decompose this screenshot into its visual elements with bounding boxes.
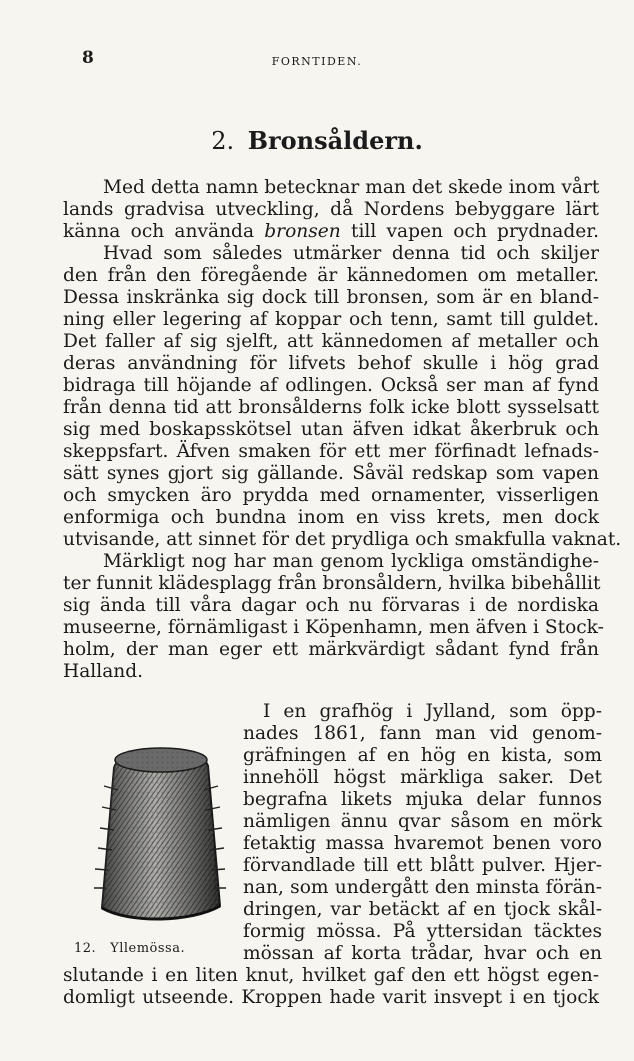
body-line: Märkligt nog har man genom lyckliga omständighe- (103, 551, 599, 572)
wrap-line: mössan af korta trådar, hvar och en (243, 943, 602, 964)
wrap-line: fetaktig massa hvaremot benen voro (243, 833, 602, 854)
running-head: FORNTIDEN. (271, 55, 363, 68)
wrap-line: formig mössa. På yttersidan täcktes (243, 921, 602, 942)
body-line: ning eller legering af koppar och tenn, samt till guldet. (63, 309, 599, 330)
body-line: Halland. (63, 661, 144, 682)
body-line: lands gradvisa utveckling, då Nordens bebyggare lärt (63, 199, 599, 220)
body-line: Det faller af sig sjelft, att kännedomen af metaller och (63, 331, 599, 352)
figure-number: 12. (74, 941, 97, 956)
wrap-line: nades 1861, fann man vid genom- (243, 723, 602, 744)
figure-caption (74, 941, 244, 956)
wrap-line: dringen, var betäckt af en tjock skål- (243, 899, 602, 920)
body-line: enformiga och bundna inom en viss krets, men dock (63, 507, 599, 528)
section-number: 2. (211, 127, 235, 155)
page-number: 8 (82, 48, 94, 68)
body-line: Hvad som således utmärker denna tid och skiljer (103, 243, 599, 264)
body-line: skeppsfart. Äfven smaken för ett mer förfinadt lefnads- (63, 441, 599, 462)
figure-caption-text: Yllemössa. (110, 941, 186, 956)
body-line: Med detta namn betecknar man det skede inom vårt (103, 177, 600, 198)
body-line: deras användning för lifvets behof skulle i hög grad (63, 353, 599, 374)
body-line: den från den föregående är kännedomen om metaller. (63, 265, 599, 286)
wrap-line: förvandlade till ett blått pulver. Hjer- (243, 855, 602, 876)
wrap-line: nämligen ännu qvar såsom en mörk (243, 811, 602, 832)
wrap-line: gräfningen af en hög en kista, som (243, 745, 602, 766)
wrap-line: nan, som undergått den minsta förän- (243, 877, 602, 898)
body-line: holm, der man eger ett märkvärdigt sådant fynd från (63, 639, 599, 660)
body-line: sig med boskapsskötsel utan äfven idkat åkerbruk och (63, 419, 599, 440)
body-line: känna och använda bronsen till vapen och prydnader. (63, 221, 599, 242)
body-line: utvisande, att sinnet för det prydliga och smakfulla vaknat. (63, 529, 622, 550)
body-line: sig ända till våra dagar och nu förvaras i de nordiska (63, 595, 599, 616)
body-line: museerne, förnämligast i Köpenhamn, men äfven i Stock- (63, 617, 604, 638)
body-line: sätt synes gjort sig gällande. Såväl redskap som vapen (63, 463, 599, 484)
section-title (0, 126, 634, 155)
body-line: ter funnit klädesplagg från bronsåldern, hvilka bibehållit (63, 573, 601, 594)
wrap-line: innehöll högst märkliga saker. Det (243, 767, 602, 788)
wrap-line: I en grafhög i Jylland, som öpp- (263, 701, 602, 722)
body-line: och smycken äro prydda med ornamenter, visserligen (63, 485, 599, 506)
body-line: bidraga till höjande af odlingen. Också ser man af fynd (63, 375, 599, 396)
figure-wool-cap (80, 730, 240, 940)
body-line: från denna tid att bronsålderns folk icke blott sysselsatt (63, 397, 599, 418)
emphasis-word: bronsen (264, 221, 341, 242)
section-title-text: Bronsåldern. (247, 126, 423, 155)
body-line: domligt utseende. Kroppen hade varit insvept i en tjock (63, 987, 599, 1008)
body-line: slutande i en liten knut, hvilket gaf den ett högst egen- (63, 965, 599, 986)
wrap-line: begrafna likets mjuka delar funnos (243, 789, 602, 810)
body-line: Dessa inskränka sig dock till bronsen, som är en bland- (63, 287, 599, 308)
wool-cap-illustration (80, 730, 240, 940)
